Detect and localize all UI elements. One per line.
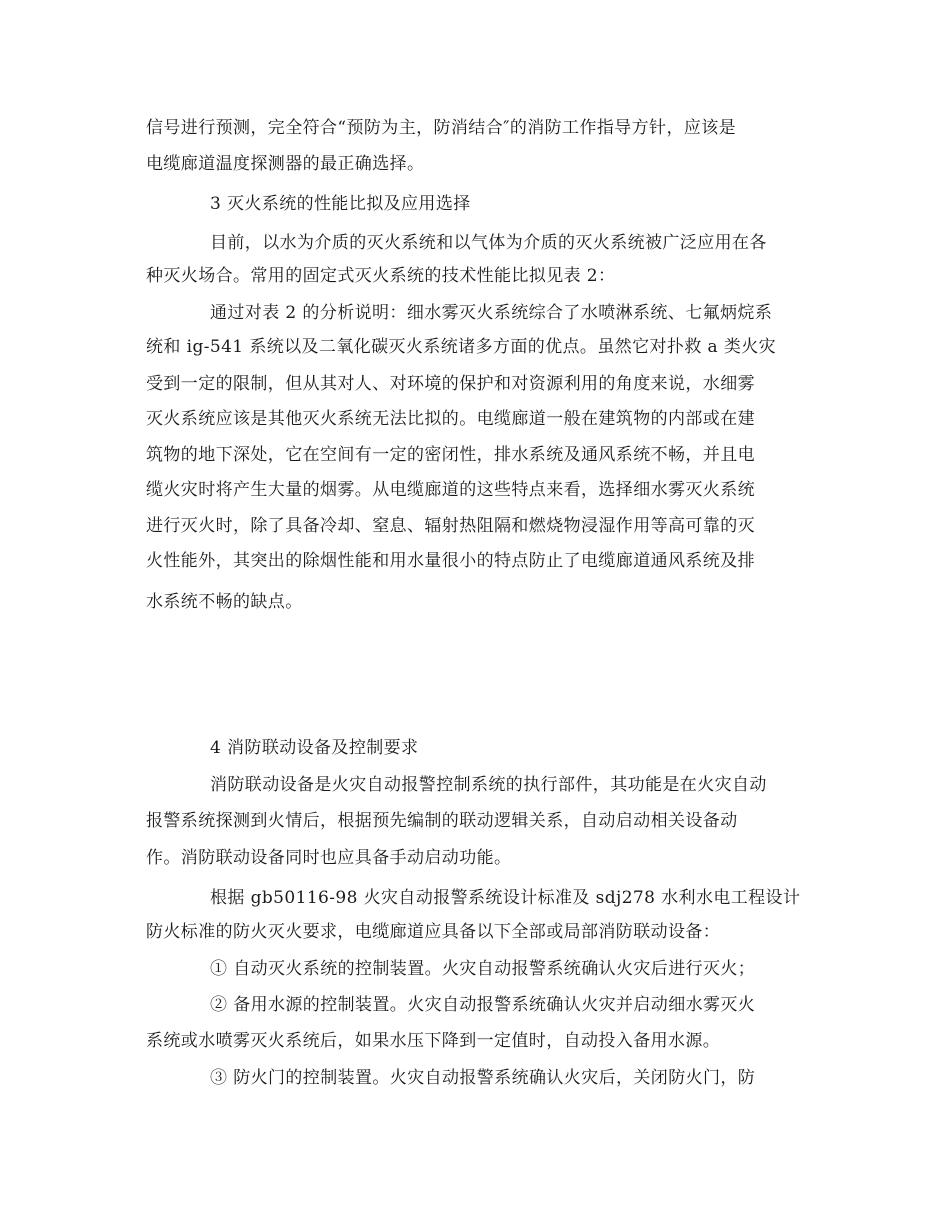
text-line: 进行灭火时，除了具备冷却、窒息、辐射热阻隔和燃烧物浸湿作用等高可靠的灭 bbox=[146, 516, 755, 536]
text-line: 火性能外，其突出的除烟性能和用水量很小的特点防止了电缆廊道通风系统及排 bbox=[146, 551, 755, 571]
text-line: 灭火系统应该是其他灭火系统无法比拟的。电缆廊道一般在建筑物的内部或在建 bbox=[146, 409, 755, 429]
text-line: 消防联动设备是火灾自动报警控制系统的执行部件，其功能是在火灾自动 bbox=[210, 775, 767, 795]
list-item: ② 备用水源的控制装置。火灾自动报警系统确认火灾并启动细水雾灭火 bbox=[210, 995, 756, 1015]
text-line: 统和 ig-541 系统以及二氧化碳灭火系统诸多方面的优点。虽然它对扑救 a 类火灾 bbox=[146, 337, 777, 357]
text-line: 通过对表 2 的分析说明：细水雾灭火系统综合了水喷淋系统、七氟炳烷系 bbox=[210, 303, 773, 323]
text-line: 系统或水喷雾灭火系统后，如果水压下降到一定值时，自动投入备用水源。 bbox=[146, 1031, 721, 1051]
text-line: 根据 gb50116-98 火灾自动报警系统设计标准及 sdj278 水利水电工程设计 bbox=[210, 888, 801, 908]
text-line: 缆火灾时将产生大量的烟雾。从电缆廊道的这些特点来看，选择细水雾灭火系统 bbox=[146, 480, 755, 500]
text-line: 目前，以水为介质的灭火系统和以气体为介质的灭火系统被广泛应用在各 bbox=[210, 233, 767, 253]
text-line: 筑物的地下深处，它在空间有一定的密闭性，排水系统及通风系统不畅，并且电 bbox=[146, 445, 755, 465]
text-line: 种灭火场合。常用的固定式灭火系统的技术性能比拟见表 2： bbox=[146, 266, 616, 286]
text-line: 报警系统探测到火情后，根据预先编制的联动逻辑关系，自动启动相关设备动 bbox=[146, 811, 738, 831]
text-line: 信号进行预测，完全符合“预防为主，防消结合″的消防工作指导方针，应该是 bbox=[146, 118, 737, 138]
list-item: ① 自动灭火系统的控制装置。火灾自动报警系统确认火灾后进行灭火； bbox=[210, 959, 756, 979]
text-line: 水系统不畅的缺点。 bbox=[146, 592, 303, 612]
section-heading: 4 消防联动设备及控制要求 bbox=[210, 738, 419, 758]
text-line: 防火标准的防火灭火要求，电缆廊道应具备以下全部或局部消防联动设备： bbox=[146, 922, 721, 942]
text-line: 受到一定的限制，但从其对人、对环境的保护和对资源利用的角度来说，水细雾 bbox=[146, 374, 755, 394]
text-line: 电缆廊道温度探测器的最正确选择。 bbox=[146, 154, 425, 174]
section-heading: 3 灭火系统的性能比拟及应用选择 bbox=[210, 194, 471, 214]
list-item: ③ 防火门的控制装置。火灾自动报警系统确认火灾后，关闭防火门，防 bbox=[210, 1068, 756, 1088]
text-line: 作。消防联动设备同时也应具备手动启动功能。 bbox=[146, 848, 512, 868]
